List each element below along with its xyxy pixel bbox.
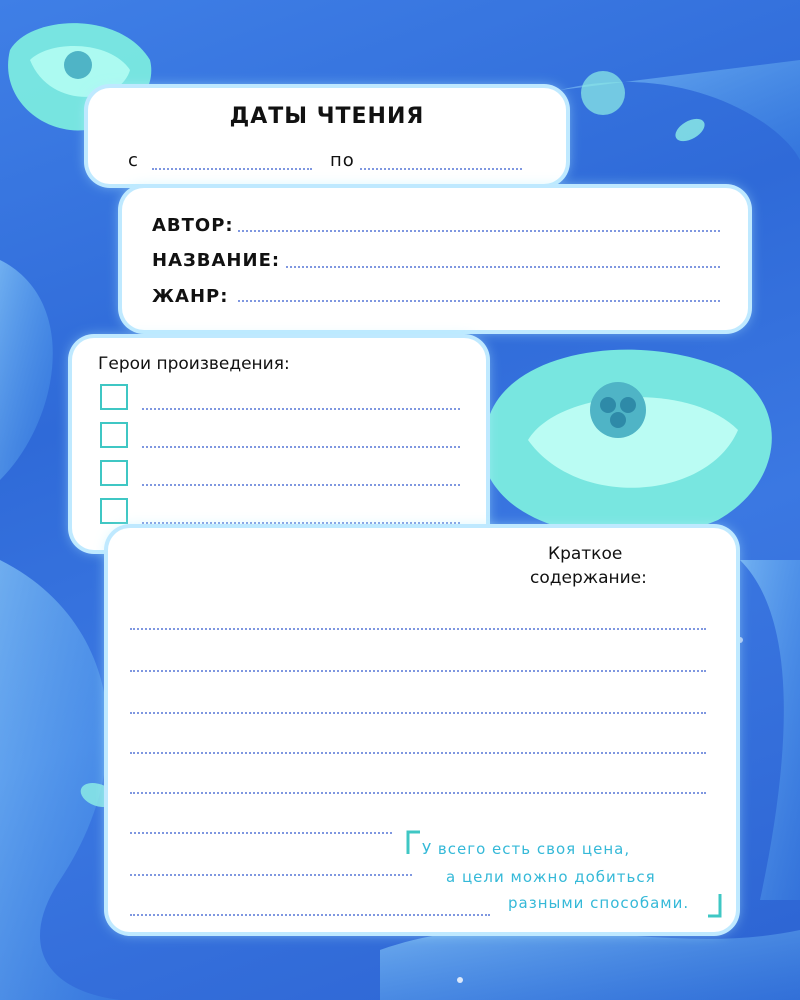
quote-bracket-close bbox=[706, 892, 722, 918]
reading-dates-card bbox=[88, 88, 566, 184]
quote-line2: а цели можно добиться bbox=[446, 868, 656, 886]
summary-card bbox=[108, 528, 736, 932]
quote-line1: У всего есть своя цена, bbox=[422, 840, 631, 858]
summary-line[interactable] bbox=[130, 874, 412, 876]
summary-line[interactable] bbox=[130, 832, 392, 834]
hero-checkbox[interactable] bbox=[100, 422, 128, 448]
hero-line[interactable] bbox=[142, 522, 460, 524]
hero-line[interactable] bbox=[142, 408, 460, 410]
summary-line[interactable] bbox=[130, 792, 706, 794]
summary-line[interactable] bbox=[130, 752, 706, 754]
date-to-field[interactable] bbox=[360, 168, 522, 170]
date-from-label: с bbox=[128, 150, 139, 171]
genre-field[interactable] bbox=[238, 300, 720, 302]
summary-line[interactable] bbox=[130, 914, 490, 916]
hero-line[interactable] bbox=[142, 484, 460, 486]
author-field[interactable] bbox=[238, 230, 720, 232]
summary-title-line2: содержание: bbox=[530, 568, 647, 588]
date-from-field[interactable] bbox=[152, 168, 312, 170]
summary-line[interactable] bbox=[130, 670, 706, 672]
book-title-field[interactable] bbox=[286, 266, 720, 268]
hero-checkbox[interactable] bbox=[100, 498, 128, 524]
summary-line[interactable] bbox=[130, 712, 706, 714]
genre-label: ЖАНР: bbox=[152, 286, 229, 307]
book-title-label: НАЗВАНИЕ: bbox=[152, 250, 281, 271]
quote-line3: разными способами. bbox=[508, 894, 690, 912]
summary-title-line1: Краткое bbox=[548, 544, 623, 564]
author-label: АВТОР: bbox=[152, 215, 234, 236]
heroes-card bbox=[72, 338, 486, 550]
date-to-label: по bbox=[330, 150, 355, 171]
hero-line[interactable] bbox=[142, 446, 460, 448]
book-info-card bbox=[122, 188, 748, 330]
reading-dates-title: ДАТЫ ЧТЕНИЯ bbox=[229, 104, 425, 129]
flower-right bbox=[468, 330, 798, 550]
hero-checkbox[interactable] bbox=[100, 384, 128, 410]
summary-line[interactable] bbox=[130, 628, 706, 630]
heroes-title: Герои произведения: bbox=[98, 354, 290, 374]
hero-checkbox[interactable] bbox=[100, 460, 128, 486]
quote-bracket-open bbox=[406, 830, 422, 856]
